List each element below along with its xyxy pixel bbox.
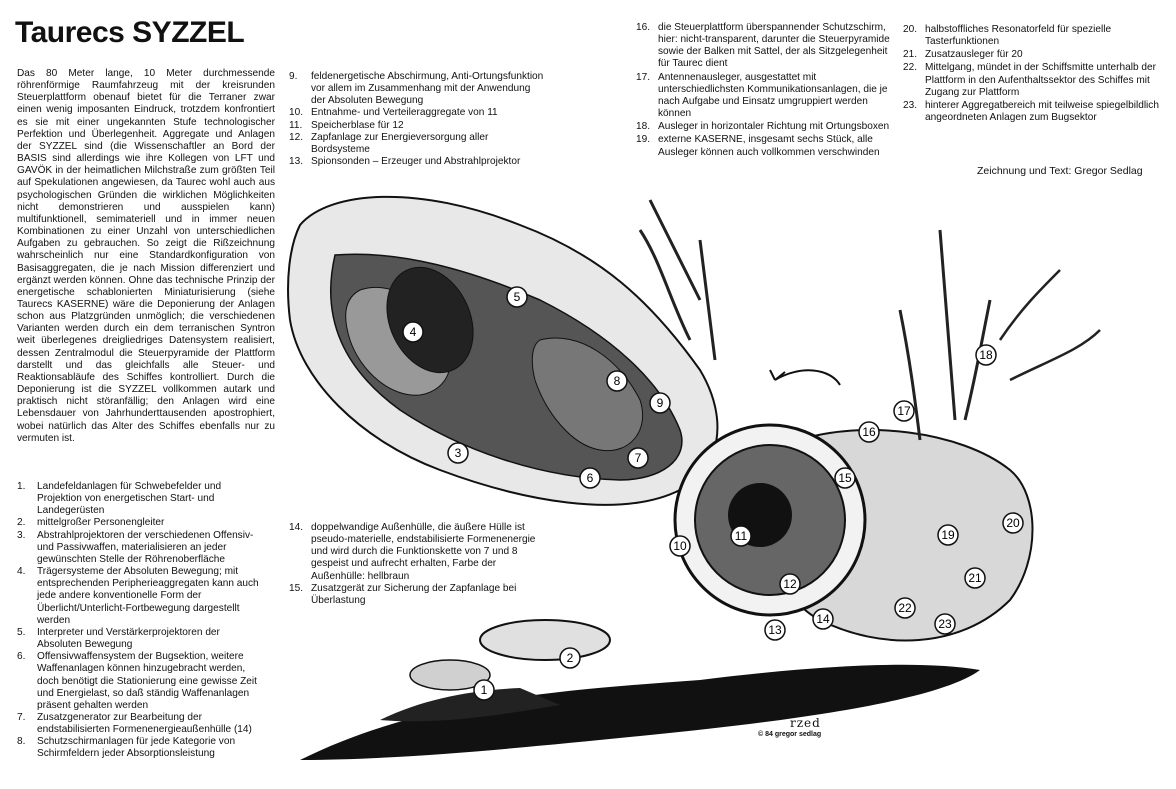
legend-number: 9.	[289, 71, 298, 82]
legend-number: 17.	[636, 71, 651, 83]
legend-text: Zusatzgerät zur Sicherung der Zapfanlage bei Überlastung	[311, 582, 517, 606]
legend-number: 16.	[636, 22, 651, 33]
svg-text:12: 12	[783, 577, 797, 591]
callout-9	[650, 393, 670, 413]
legend-number: 21.	[903, 49, 918, 61]
svg-text:4: 4	[409, 325, 417, 339]
svg-text:7: 7	[634, 451, 642, 465]
callout-23	[935, 614, 955, 634]
svg-text:6: 6	[586, 471, 594, 485]
legend-number: 23.	[903, 99, 918, 111]
legend-text: Speicherblase für 12	[311, 119, 404, 131]
svg-text:18: 18	[979, 348, 993, 362]
svg-text:8: 8	[613, 374, 621, 388]
legend-number: 3.	[17, 529, 26, 541]
svg-text:23: 23	[938, 617, 952, 631]
drawing-credit: Zeichnung und Text: Gregor Sedlag	[977, 165, 1143, 177]
legend-number: 5.	[17, 626, 26, 638]
svg-text:3: 3	[454, 446, 462, 460]
callout-7	[628, 448, 648, 468]
callout-13	[765, 620, 785, 640]
callout-12	[780, 574, 800, 594]
svg-text:16: 16	[862, 425, 876, 439]
svg-text:10: 10	[673, 539, 687, 553]
legend-number: 12.	[289, 131, 304, 143]
legend-text: Zusatzgenerator zur Bearbeitung der endstabilisierten Formenenergieaußenhülle (14)	[37, 711, 252, 736]
callout-1	[474, 680, 494, 700]
svg-text:17: 17	[897, 404, 911, 418]
legend-number: 19.	[636, 134, 651, 146]
legend-number: 11.	[289, 119, 303, 131]
legend-text: Mittelgang, mündet in der Schiffsmitte unterhalb der Plattform in den Aufenthaltssektor des Schiffes mit Zugang zur Plattform	[925, 62, 1156, 98]
svg-text:14: 14	[816, 612, 830, 626]
svg-text:5: 5	[513, 290, 521, 304]
callout-4	[403, 322, 423, 342]
callout-17	[894, 401, 914, 421]
callout-10	[670, 536, 690, 556]
svg-text:22: 22	[898, 601, 912, 615]
svg-text:20: 20	[1006, 516, 1020, 530]
callout-8	[607, 371, 627, 391]
legend-text: externe KASERNE, insgesamt sechs Stück, alle Ausleger können auch vollkommen verschwinden	[658, 134, 880, 158]
legend-text: Landefeldanlagen für Schwebefelder und Projektion von energetischen Start- und Landegerüsten	[37, 481, 222, 517]
legend-text: Interpreter und Verstärkerprojektoren der Absoluten Bewegung	[37, 626, 220, 651]
svg-text:13: 13	[768, 623, 782, 637]
legend-number: 15.	[289, 582, 304, 594]
legend-number: 18.	[636, 121, 651, 133]
legend-number: 1.	[17, 481, 26, 492]
legend-number: 22.	[903, 62, 918, 74]
legend-text: doppelwandige Außenhülle, die äußere Hülle ist pseudo-materielle, endstabilisierte Formenenergie und wird durch die Funktionskette von 7 und 8 gespeist und aufrecht erhalten, Farbe der Außenhülle: hellbraun	[311, 522, 536, 582]
svg-text:9: 9	[656, 396, 664, 410]
legend-number: 7.	[17, 711, 26, 723]
legend-text: Schutzschirmanlagen für jede Kategorie von Schirmfeldern jeder Absorptionsleistung	[37, 736, 236, 760]
callout-2	[560, 648, 580, 668]
svg-text:2: 2	[566, 651, 574, 665]
legend-text: feldenergetische Abschirmung, Anti-Ortungsfunktion vor allem im Zusammenhang mit der Anwendung der Absoluten Bewegung	[311, 71, 544, 107]
svg-text:21: 21	[968, 571, 982, 585]
legend-number: 20.	[903, 24, 918, 35]
callout-6	[580, 468, 600, 488]
legend-text: halbstoffliches Resonatorfeld für spezielle Tasterfunktionen	[925, 24, 1112, 48]
antenna-far-right	[1000, 270, 1100, 380]
rotation-arrow-icon	[770, 370, 840, 385]
legend-text: die Steuerplattform überspannender Schutzschirm, hier: nicht-transparent, darunter die Steuerpyramide sowie der Balken mit Sattel, der als Sitzgelegenheit für Taurec dient	[658, 22, 890, 70]
svg-text:19: 19	[941, 528, 955, 542]
legend-text: Antennenausleger, ausgestattet mit unterschiedlichsten Kommunikationsanlagen, die je nach Aufgabe und Einsatz umgruppiert werden können	[658, 71, 888, 120]
legend-number: 8.	[17, 736, 26, 748]
legend-number: 14.	[289, 522, 304, 533]
callout-14	[813, 609, 833, 629]
svg-text:11: 11	[734, 529, 748, 543]
legend-text: Abstrahlprojektoren der verschiedenen Offensiv- und Passivwaffen, materialisieren an jeder gewünschten Stelle der Röhrenoberfläche	[37, 529, 254, 565]
legend-number: 10.	[289, 107, 304, 119]
legend-number: 6.	[17, 651, 26, 663]
legend-text: Spionsonden – Erzeuger und Abstrahlprojektor	[311, 156, 521, 168]
intro-paragraph: Das 80 Meter lange, 10 Meter durchmessende röhrenförmige Raumfahrzeug mit der kreisrunden Steuerplattform obenauf bietet für die Terraner zwar einen wenig imposanten Eindruck, trotzdem konfrontiert es sie mit einer ungekannten Stufe technologischer Perfektion und Überlegenheit. Aggregate und Anlagen der SYZZEL sind (die Wissenschaftler an Bord der BASIS sind allerdings wie ihre Kollegen von LFT und GAVÖK in der heimatlichen Milchstraße zum größten Teil auf Spekulationen angewiesen, da Taurec wohl auch aus psychologischen Gründen die wirklichen Möglichkeiten nicht demonstrieren und ausspielen kann) multifunktionell, semimateriell und in immer neuen Kombinationen zu einer Unzahl von unterschiedlichen Aufgaben zu gebrauchen. So zeigt die Rißzeichnung wahrscheinlich nur eine Standardkonfiguration von Basisaggregaten, die je nach Mission differenziert und ergänzt werden können. Ohne das technische Prinzip der energetische schablonierten Miniaturisierung (siehe Taurecs KASERNE) wäre die Deponierung der Anlagen schon aus Platzgründen unmöglich; die verschiedenen Varianten werden durch ein dem terranischen Syntron weit überlegenes dreigliedriges Datensystem realisiert, dessen Zentralmodul die Steuerpyramide der Plattform darstellt und das gleichfalls alle Steuer- und Reaktionsabläufe des Schiffes kontrolliert. Durch die Deponierung ist die SYZZEL vollkommen autark und praktisch nicht störanfällig; den Anlagen wird eine Lebensdauer von Jahrhunderttausenden apostrophiert, wobei natürlich das Alter des Schiffes ebenfalls nur zu vermuten ist.	[17, 68, 275, 444]
callout-19	[938, 525, 958, 545]
svg-text:15: 15	[838, 471, 852, 485]
legend-text: Offensivwaffensystem der Bugsektion, weitere Waffenanlagen können hinzugebracht werden, doch benötigt die Stationierung eine gewisse Zeit und Energielast, so daß ständig Waffenanlagen präsent gehalten werden	[37, 651, 257, 711]
svg-text:1: 1	[480, 683, 488, 697]
callout-18	[976, 345, 996, 365]
callout-15	[835, 468, 855, 488]
legend-text: mittelgroßer Personengleiter	[37, 517, 165, 529]
personnel-glider	[480, 620, 610, 660]
callout-21	[965, 568, 985, 588]
page-title: Taurecs SYZZEL	[15, 16, 245, 49]
callout-20	[1003, 513, 1023, 533]
callout-5	[507, 287, 527, 307]
legend-number: 2.	[17, 517, 26, 529]
legend-text: Trägersysteme der Absoluten Bewegung; mit entsprechenden Peripherieaggregaten kann auch jede andere konventionelle Form der Überlicht/Unterlicht-Fortbewegung dargestellt werden	[37, 566, 259, 626]
legend-text: hinterer Aggregatbereich mit teilweise spiegelbildlich angeordneten Anlagen zum Bugsektor	[925, 99, 1159, 124]
legend-number: 4.	[17, 566, 26, 578]
artist-signature: rzed	[790, 716, 821, 730]
callout-11	[731, 526, 751, 546]
callout-22	[895, 598, 915, 618]
callout-3	[448, 443, 468, 463]
legend-number: 13.	[289, 156, 304, 168]
legend-text: Entnahme- und Verteileraggregate von 11	[311, 107, 498, 119]
legend-text: Ausleger in horizontaler Richtung mit Ortungsboxen	[658, 121, 890, 133]
legend-text: Zapfanlage zur Energieversorgung aller Bordsysteme	[311, 131, 489, 155]
legend-text: Zusatzausleger für 20	[925, 49, 1023, 61]
copyright-note: © 84 gregor sedlag	[758, 731, 822, 738]
callout-16	[859, 422, 879, 442]
